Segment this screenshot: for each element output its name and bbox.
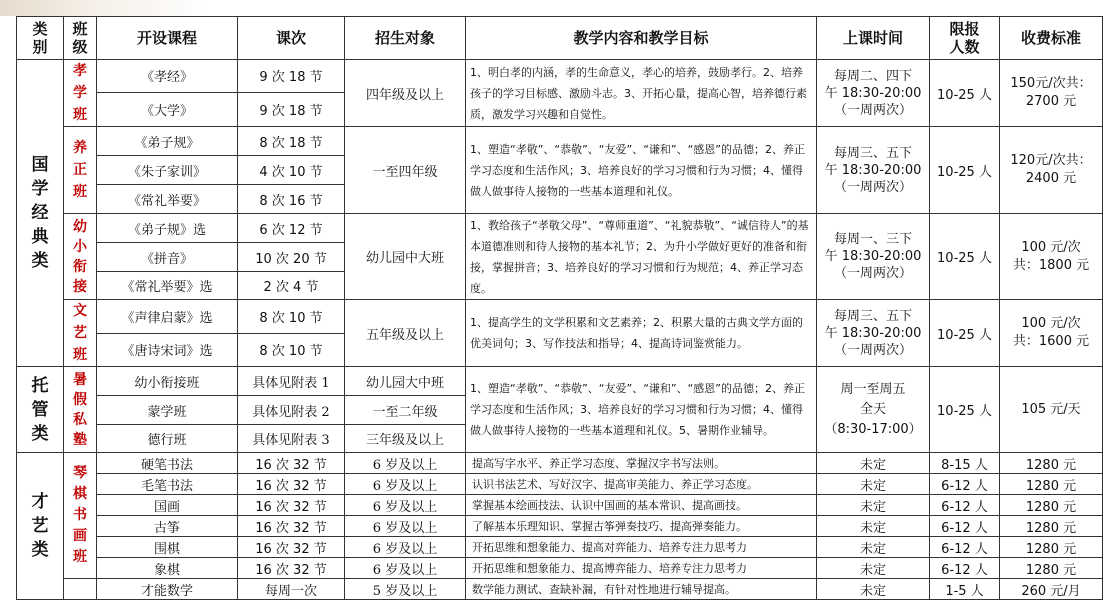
course-time: 未定	[817, 495, 930, 516]
header-target: 招生对象	[345, 17, 466, 60]
header-time: 上课时间	[817, 17, 930, 60]
corner-decoration	[0, 0, 210, 16]
course-limit: 10-25 人	[930, 367, 1000, 453]
course-time: 未定	[817, 579, 930, 600]
course-sessions: 9 次 18 节	[238, 60, 345, 93]
table-row	[17, 579, 1103, 600]
category-tuoguan: 托 管 类	[17, 367, 64, 453]
course-time: 未定	[817, 558, 930, 579]
course-name: 《弟子规》	[97, 127, 238, 156]
course-time: 每周一、三下 午 18:30-20:00 （一周两次）	[817, 214, 930, 300]
course-fee: 100 元/次 共：1600 元	[1000, 300, 1103, 367]
table-row	[17, 60, 1103, 93]
course-target: 5 岁及以上	[345, 579, 466, 600]
course-name: 蒙学班	[97, 396, 238, 425]
course-time: 每周三、五下 午 18:30-20:00 （一周两次）	[817, 127, 930, 214]
course-sessions: 6 次 12 节	[238, 214, 345, 243]
class-wenyi: 文 艺 班	[64, 300, 97, 367]
table-row	[17, 367, 1103, 396]
course-target: 6 岁及以上	[345, 474, 466, 495]
course-sessions: 16 次 32 节	[238, 537, 345, 558]
course-fee: 1280 元	[1000, 495, 1103, 516]
course-time: 未定	[817, 453, 930, 474]
course-sessions: 4 次 10 节	[238, 156, 345, 185]
course-fee: 105 元/天	[1000, 367, 1103, 453]
course-name: 古筝	[97, 516, 238, 537]
course-limit: 6-12 人	[930, 495, 1000, 516]
course-target: 四年级及以上	[345, 60, 466, 127]
course-limit: 6-12 人	[930, 516, 1000, 537]
category-caiyi: 才 艺 类	[17, 453, 64, 600]
course-name: 《声律启蒙》选	[97, 300, 238, 334]
course-sessions: 16 次 32 节	[238, 474, 345, 495]
class-yangzheng: 养 正 班	[64, 127, 97, 214]
class-shujia: 暑 假 私 塾	[64, 367, 97, 453]
course-limit: 1-5 人	[930, 579, 1000, 600]
course-content: 开拓思维和想象能力、提高对弈能力、培养专注力思考力	[466, 537, 817, 558]
course-name: 《常礼举要》	[97, 185, 238, 214]
course-sessions: 16 次 32 节	[238, 516, 345, 537]
course-sessions: 16 次 32 节	[238, 453, 345, 474]
course-time: 未定	[817, 537, 930, 558]
table-row	[17, 300, 1103, 334]
header-limit: 限报 人数	[930, 17, 1000, 60]
course-sessions: 8 次 10 节	[238, 333, 345, 367]
course-sessions: 9 次 18 节	[238, 92, 345, 126]
course-fee: 1280 元	[1000, 537, 1103, 558]
course-name: 《常礼举要》选	[97, 272, 238, 300]
course-time: 未定	[817, 516, 930, 537]
table-row	[17, 558, 1103, 579]
course-limit: 6-12 人	[930, 537, 1000, 558]
course-sessions: 2 次 4 节	[238, 272, 345, 300]
course-name: 《大学》	[97, 92, 238, 126]
table-row	[17, 127, 1103, 156]
header-fee: 收费标准	[1000, 17, 1103, 60]
course-name: 国画	[97, 495, 238, 516]
course-name: 《唐诗宋词》选	[97, 333, 238, 367]
table-row	[17, 214, 1103, 243]
course-limit: 6-12 人	[930, 474, 1000, 495]
header-row	[17, 17, 1103, 60]
course-content: 1、提高学生的文学积累和文艺素养；2、积累大量的古典文学方面的优美词句；3、写作技法和指导；4、提高诗词鉴赏能力。	[466, 300, 817, 367]
class-qinqi: 琴 棋 书 画 班	[64, 453, 97, 579]
category-guoxue: 国 学 经 典 类	[17, 60, 64, 367]
course-sessions: 10 次 20 节	[238, 243, 345, 272]
course-time: 未定	[817, 474, 930, 495]
course-target: 三年级及以上	[345, 425, 466, 453]
header-content: 教学内容和教学目标	[466, 17, 817, 60]
course-limit: 6-12 人	[930, 558, 1000, 579]
course-target: 6 岁及以上	[345, 516, 466, 537]
class-youxiao: 幼 小 衔 接	[64, 214, 97, 300]
course-target: 幼儿园大中班	[345, 367, 466, 396]
course-target: 五年级及以上	[345, 300, 466, 367]
course-limit: 8-15 人	[930, 453, 1000, 474]
course-content: 1、塑造“孝敬”、“恭敬”、“友爱”、“谦和”、“感恩”的品德；2、养正学习态度和生活作风；3、培养良好的学习习惯和行为习惯；4、懂得做人做事待人接物的一些基本道理和礼仪。5、暑期作业辅导。	[466, 367, 817, 453]
course-content: 1、塑造“孝敬”、“恭敬”、“友爱”、“谦和”、“感恩”的品德；2、养正学习态度和生活作风；3、培养良好的学习习惯和行为习惯；4、懂得做人做事待人接物的一些基本道理和礼仪。	[466, 127, 817, 214]
course-content: 了解基本乐理知识、掌握古筝弹奏技巧、提高弹奏能力。	[466, 516, 817, 537]
course-sessions: 8 次 18 节	[238, 127, 345, 156]
course-sessions: 16 次 32 节	[238, 558, 345, 579]
course-target: 6 岁及以上	[345, 537, 466, 558]
course-sessions: 具体见附表 2	[238, 396, 345, 425]
class-empty	[64, 579, 97, 600]
course-fee: 1280 元	[1000, 453, 1103, 474]
course-limit: 10-25 人	[930, 60, 1000, 127]
course-time: 每周二、四下 午 18:30-20:00 （一周两次）	[817, 60, 930, 127]
course-content: 开拓思维和想象能力、提高博弈能力、培养专注力思考力	[466, 558, 817, 579]
course-sessions: 8 次 10 节	[238, 300, 345, 334]
course-fee: 150元/次共： 2700 元	[1000, 60, 1103, 127]
course-sessions: 具体见附表 3	[238, 425, 345, 453]
table-row	[17, 516, 1103, 537]
course-target: 6 岁及以上	[345, 453, 466, 474]
course-name: 围棋	[97, 537, 238, 558]
course-table	[16, 16, 1103, 600]
course-content: 提高写字水平、养正学习态度、掌握汉字书写法则。	[466, 453, 817, 474]
course-name: 象棋	[97, 558, 238, 579]
course-target: 幼儿园中大班	[345, 214, 466, 300]
course-content: 1、明白孝的内涵，孝的生命意义，孝心的培养，鼓励孝行。2、培养孩子的学习目标感、激励斗志。3、开拓心量，提高心智，培养德行素质，激发学习兴趣和自觉性。	[466, 60, 817, 127]
course-name: 《拼音》	[97, 243, 238, 272]
course-target: 一至四年级	[345, 127, 466, 214]
course-name: 《朱子家训》	[97, 156, 238, 185]
course-time: 周一至周五 全天 （8:30-17:00）	[817, 367, 930, 453]
course-target: 6 岁及以上	[345, 495, 466, 516]
header-class: 班 级	[64, 17, 97, 60]
course-target: 一至二年级	[345, 396, 466, 425]
course-name: 德行班	[97, 425, 238, 453]
header-sessions: 课次	[238, 17, 345, 60]
class-xiaoxue: 孝 学 班	[64, 60, 97, 127]
course-fee: 1280 元	[1000, 516, 1103, 537]
course-sessions: 每周一次	[238, 579, 345, 600]
course-limit: 10-25 人	[930, 214, 1000, 300]
table-row	[17, 537, 1103, 558]
course-content: 认识书法艺术、写好汉字、提高审美能力、养正学习态度。	[466, 474, 817, 495]
course-name: 幼小衔接班	[97, 367, 238, 396]
header-course: 开设课程	[97, 17, 238, 60]
course-sessions: 具体见附表 1	[238, 367, 345, 396]
course-content: 掌握基本绘画技法、认识中国画的基本常识、提高画技。	[466, 495, 817, 516]
course-limit: 10-25 人	[930, 127, 1000, 214]
course-sessions: 8 次 16 节	[238, 185, 345, 214]
course-fee: 120元/次共： 2400 元	[1000, 127, 1103, 214]
course-sessions: 16 次 32 节	[238, 495, 345, 516]
course-name: 才能数学	[97, 579, 238, 600]
course-limit: 10-25 人	[930, 300, 1000, 367]
course-name: 《弟子规》选	[97, 214, 238, 243]
table-row	[17, 453, 1103, 474]
course-target: 6 岁及以上	[345, 558, 466, 579]
course-fee: 1280 元	[1000, 558, 1103, 579]
header-category: 类 别	[17, 17, 64, 60]
course-fee: 100 元/次 共：1800 元	[1000, 214, 1103, 300]
course-time: 每周三、五下 午 18:30-20:00 （一周两次）	[817, 300, 930, 367]
course-content: 数学能力测试、查缺补漏，有针对性地进行辅导提高。	[466, 579, 817, 600]
course-content: 1、教给孩子“孝敬父母”、“尊师重道”、“礼貌恭敬”、“诚信待人”的基本道德准则和待人接物的基本礼节；2、为升小学做好更好的准备和衔接，掌握拼音；3、培养良好的学习习惯和行为规范；4、养正学习态度。	[466, 214, 817, 300]
course-name: 毛笔书法	[97, 474, 238, 495]
table-row	[17, 474, 1103, 495]
course-name: 硬笔书法	[97, 453, 238, 474]
table-row	[17, 495, 1103, 516]
course-fee: 260 元/月	[1000, 579, 1103, 600]
course-name: 《孝经》	[97, 60, 238, 93]
course-fee: 1280 元	[1000, 474, 1103, 495]
